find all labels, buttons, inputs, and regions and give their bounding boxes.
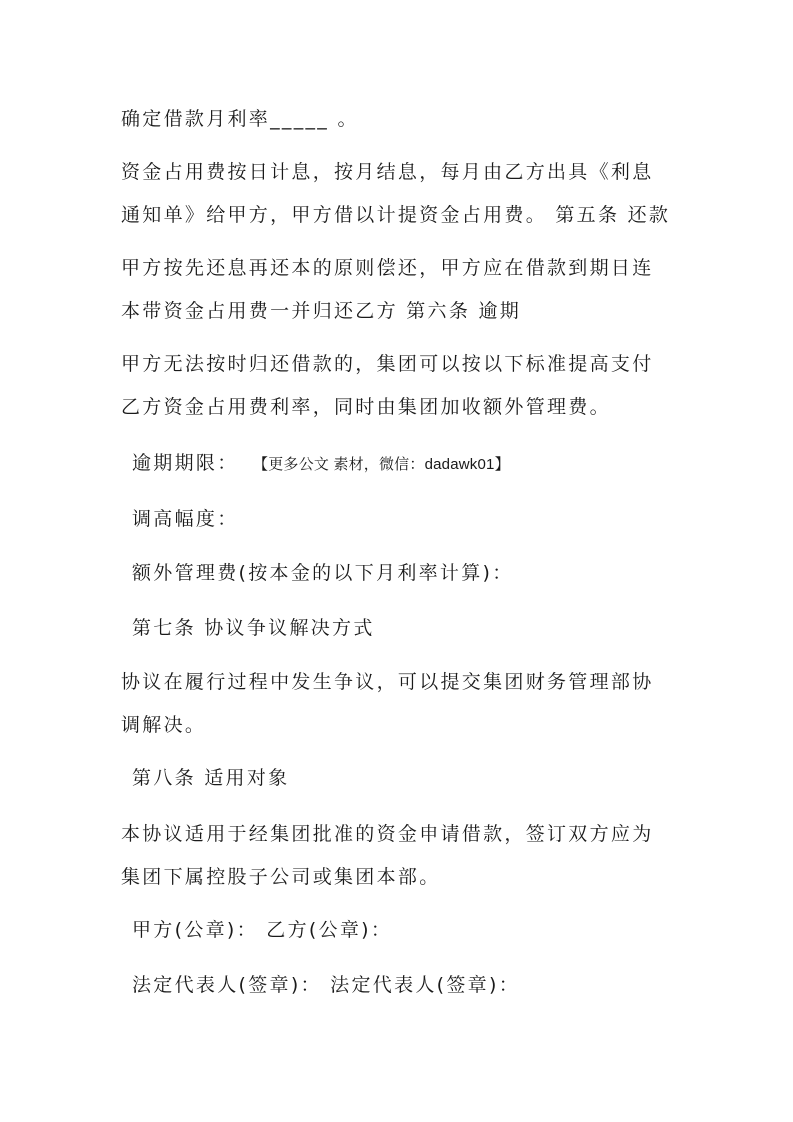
text-line-6: 甲方无法按时归还借款的，集团可以按以下标准提高支付 (121, 353, 654, 375)
text-line-2: 资金占用费按日计息，按月结息，每月由乙方出具《利息 (121, 161, 654, 183)
overdue-period-row (132, 451, 510, 477)
promo-note: 【更多公文 素材，微信：dadawk01】 (260, 456, 510, 473)
text-line-3: 通知单》给甲方，甲方借以计提资金占用费。 第五条 还款 (121, 204, 671, 226)
text-line-10: 额外管理费(按本金的以下月利率计算)： (132, 562, 514, 584)
text-line-12: 协议在履行过程中发生争议，可以提交集团财务管理部协 (121, 671, 654, 693)
overdue-period-label: 逾期期限： (132, 452, 239, 474)
text-line-16: 集团下属控股子公司或集团本部。 (121, 866, 441, 888)
text-line-15: 本协议适用于经集团批准的资金申请借款，签订双方应为 (121, 823, 654, 845)
text-line-7: 乙方资金占用费利率，同时由集团加收额外管理费。 (121, 396, 611, 418)
party-seal-line: 甲方(公章)： 乙方(公章)： (132, 919, 393, 941)
text-line-9: 调高幅度： (132, 508, 239, 530)
text-line-1: 确定借款月利率_____ 。 (121, 108, 359, 130)
section-heading-7: 第七条 协议争议解决方式 (132, 617, 375, 639)
text-line-4: 甲方按先还息再还本的原则偿还，甲方应在借款到期日连 (121, 257, 654, 279)
legal-rep-signature-line: 法定代表人(签章)： 法定代表人(签章)： (132, 974, 520, 996)
section-heading-8: 第八条 适用对象 (132, 767, 290, 789)
text-line-5: 本带资金占用费一并归还乙方 第六条 逾期 (121, 300, 522, 322)
text-line-13: 调解决。 (121, 714, 207, 736)
